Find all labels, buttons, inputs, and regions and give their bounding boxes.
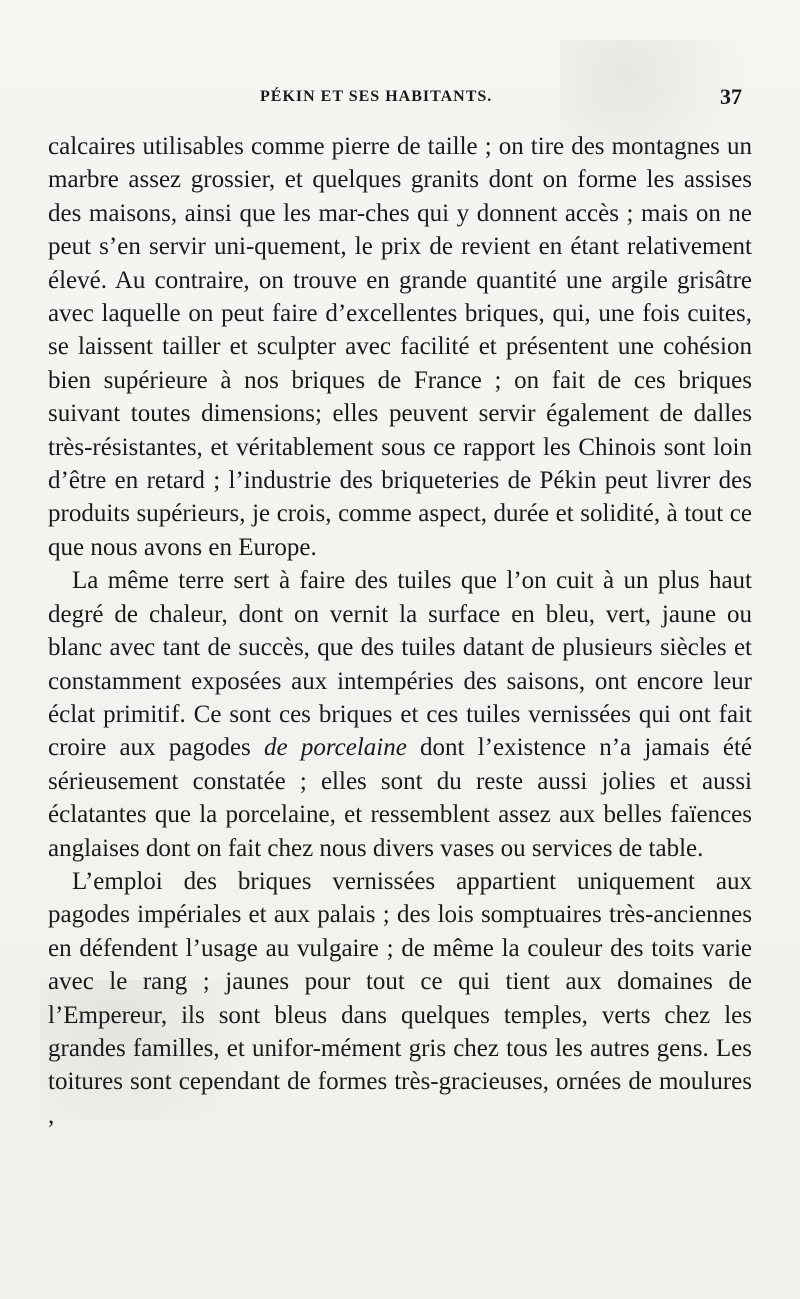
paragraph-3: [48, 865, 752, 1132]
paragraph-3-text: L’emploi des briques vernissées appartient uniquement aux pagodes impériales et aux palais ; des lois somptuaires très-anciennes en défendent l’usage au vulgaire ; de même la couleur des toits varie avec le rang ; jaunes pour tout ce qui tient aux domaines de l’Empereur, ils sont bleus dans quelques temples, verts chez les grandes familles, et unifor-mément gris chez tous les autres gens. Les toitures sont cependant de formes très-gracieuses, ornées de moulures ,: [48, 867, 752, 1129]
paragraph-1: [48, 130, 752, 564]
paragraph-1-text: calcaires utilisables comme pierre de taille ; on tire des montagnes un marbre assez grossier, et quelques granits dont on forme les assises des maisons, ainsi que les mar-ches qui y donnent accès ; mais on ne peut s’en servir uni-quement, le prix de revient en étant relativement élevé. Au contraire, on trouve en grande quantité une argile grisâtre avec laquelle on peut faire d’excellentes briques, qui, une fois cuites, se laissent tailler et sculpter avec facilité et présentent une cohésion bien supérieure à nos briques de France ; on fait de ces briques suivant toutes dimensions; elles peuvent servir également de dalles très-résistantes, et véritablement sous ce rapport les Chinois sont loin d’être en retard ; l’industrie des briqueteries de Pékin peut livrer des produits supérieurs, je crois, comme aspect, durée et solidité, à tout ce que nous avons en Europe.: [48, 133, 752, 561]
page-number: 37: [720, 84, 742, 109]
paragraph-2-text-before: La même terre sert à faire des tuiles que l’on cuit à un plus haut degré de chaleur, dont on vernit la surface en bleu, vert, jaune ou blanc avec tant de succès, que des tuiles datant de plusieurs siècles et constamment exposées aux intempéries des saisons, ont encore leur éclat primitif. Ce sont ces briques et ces tuiles vernissées qui ont fait croire aux pagodes: [48, 567, 752, 762]
paragraph-2-text-after: dont l’existence n’a jamais été sérieusement constatée ; elles sont du reste aussi jolies et aussi éclatantes que la porcelaine, et ressemblent assez aux belles faïences anglaises dont on fait chez nous divers vases ou services de table.: [48, 734, 752, 862]
paragraph-2-italic: de porcelaine: [264, 734, 407, 762]
running-title: PÉKIN ET SES HABITANTS.: [260, 88, 493, 105]
paragraph-2: [48, 564, 752, 865]
page-header: [50, 84, 742, 116]
page-body: [48, 130, 752, 1132]
